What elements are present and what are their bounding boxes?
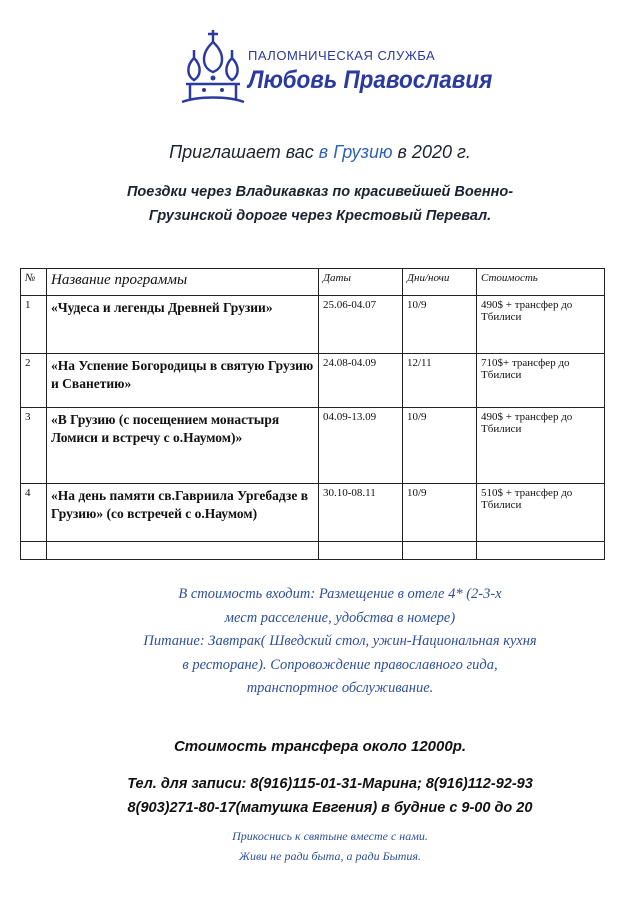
includes-line: В стоимость входит: Размещение в отеле 4* (2-3-х (178, 586, 502, 602)
row-date: 04.09-13.09 (319, 408, 403, 484)
contacts-line: 8(903)271-80-17(матушка Евгения) в будние с 9-00 до 20 (127, 800, 533, 816)
row-price: 510$ + трансфер до Тбилиси (477, 484, 605, 542)
title-highlight: в Грузию (318, 142, 393, 162)
row-date: 30.10-08.11 (319, 484, 403, 542)
page-subtitle (60, 180, 580, 228)
page-title (0, 142, 640, 163)
empty-cell (47, 542, 319, 560)
org-subtitle: ПАЛОМНИЧЕСКАЯ СЛУЖБА (248, 48, 436, 63)
org-name: Любовь Православия (248, 66, 493, 94)
table-row (21, 354, 605, 408)
header-name: Название программы (47, 269, 319, 296)
contacts-line: Тел. для записи: 8(916)115-01-31-Марина; 8(916)112-92-93 (127, 776, 533, 792)
title-suffix: в 2020 г. (392, 142, 471, 162)
motto (100, 826, 560, 866)
price-includes (60, 583, 620, 701)
row-num: 1 (21, 296, 47, 354)
row-duration: 10/9 (403, 408, 477, 484)
row-price: 490$ + трансфер до Тбилиси (477, 296, 605, 354)
row-name: «На Успение Богородицы в святую Грузию и Сванетию» (47, 354, 319, 408)
empty-cell (477, 542, 605, 560)
table-row (21, 484, 605, 542)
row-num: 3 (21, 408, 47, 484)
row-num: 2 (21, 354, 47, 408)
row-date: 25.06-04.07 (319, 296, 403, 354)
row-name: «В Грузию (с посещением монастыря Ломиси и встречу с о.Наумом)» (47, 408, 319, 484)
title-prefix: Приглашает вас (169, 142, 319, 162)
row-duration: 10/9 (403, 484, 477, 542)
includes-line: Питание: Завтрак( Шведский стол, ужин-Национальная кухня (143, 633, 537, 649)
programs-table (20, 268, 605, 560)
row-price: 490$ + трансфер до Тбилиси (477, 408, 605, 484)
motto-line: Живи не ради быта, а ради Бытия. (238, 849, 422, 863)
row-name: «Чудеса и легенды Древней Грузии» (47, 296, 319, 354)
transfer-cost: Стоимость трансфера около 12000р. (173, 738, 467, 755)
includes-line: транспортное обслуживание. (246, 680, 434, 696)
header-date: Даты (319, 269, 403, 296)
church-domes-icon (180, 28, 246, 108)
header-price: Стоимость (477, 269, 605, 296)
subtitle-line: Поездки через Владикавказ по красивейшей Военно- (126, 184, 514, 200)
row-num: 4 (21, 484, 47, 542)
row-date: 24.08-04.09 (319, 354, 403, 408)
subtitle-line: Грузинской дороге через Крестовый Перевал. (148, 208, 492, 224)
table-header-row (21, 269, 605, 296)
includes-line: в ресторане). Сопровождение православного гида, (182, 656, 498, 673)
row-price: 710$+ трансфер до Тбилиси (477, 354, 605, 408)
table-row (21, 408, 605, 484)
row-duration: 10/9 (403, 296, 477, 354)
header (180, 28, 510, 108)
empty-cell (319, 542, 403, 560)
contacts (40, 772, 620, 820)
empty-cell (21, 542, 47, 560)
motto-line: Прикоснись к святыне вместе с нами. (232, 829, 428, 843)
header-num: № (21, 269, 47, 296)
row-duration: 12/11 (403, 354, 477, 408)
includes-line: мест расселение, удобства в номере) (224, 609, 456, 626)
empty-cell (403, 542, 477, 560)
row-name: «На день памяти св.Гавриила Ургебадзе в Грузию» (со встречей с о.Наумом) (47, 484, 319, 542)
table-empty-row (21, 542, 605, 560)
table-row (21, 296, 605, 354)
header-duration: Дни/ночи (403, 269, 477, 296)
